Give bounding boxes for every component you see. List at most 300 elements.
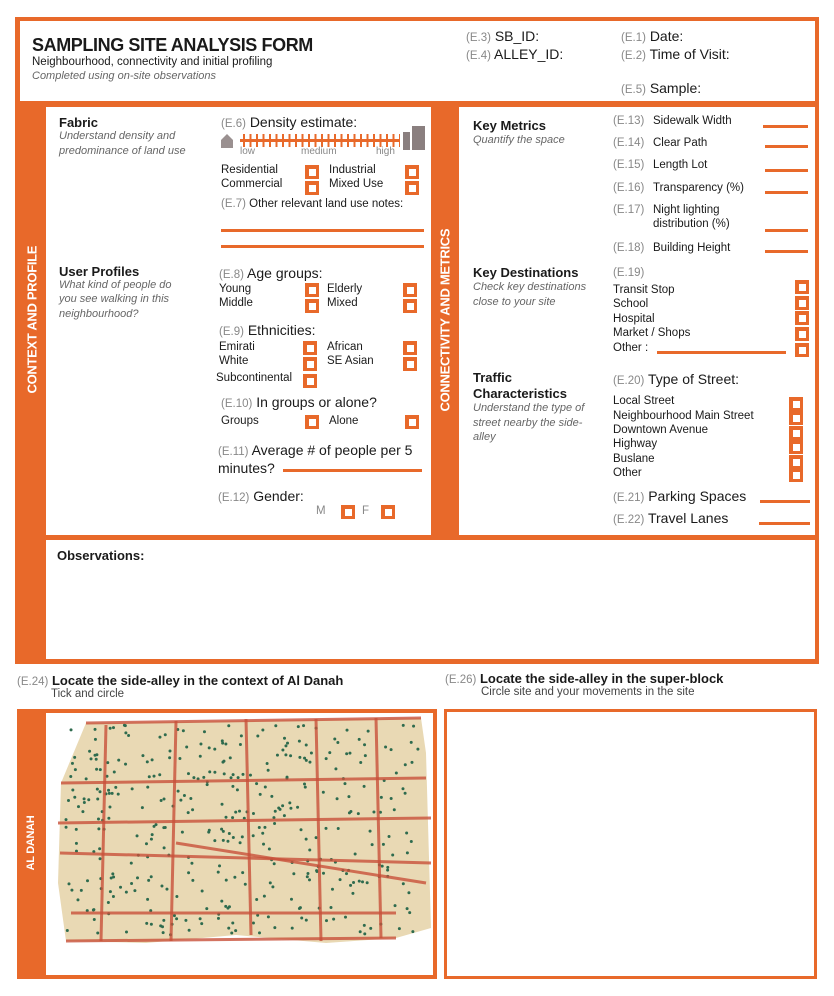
clear-path-label: Clear Path <box>653 137 708 149</box>
tree-mark <box>221 761 224 764</box>
sb-id-field[interactable]: (E.3) SB_ID: <box>466 28 540 44</box>
tree-mark <box>398 927 401 930</box>
tree-mark <box>90 757 93 760</box>
density-high-label: high <box>376 146 395 157</box>
tree-mark <box>283 814 286 817</box>
tree-mark <box>386 869 389 872</box>
tree-mark <box>408 911 411 914</box>
tree-mark <box>388 835 391 838</box>
tree-mark <box>402 724 405 727</box>
tree-mark <box>117 759 120 762</box>
tree-mark <box>259 793 262 796</box>
tree-mark <box>223 772 226 775</box>
residential-label: Residential <box>221 164 278 176</box>
alone-checkbox[interactable] <box>405 415 419 429</box>
tree-mark <box>325 827 328 830</box>
slider-tick <box>341 134 343 147</box>
land-use-notes-line[interactable] <box>221 229 424 232</box>
tree-mark <box>334 767 337 770</box>
tree-mark <box>263 895 266 898</box>
tree-mark <box>369 830 372 833</box>
fabric-title: Fabric <box>59 115 99 130</box>
tree-mark <box>322 791 325 794</box>
house-icon <box>221 134 233 148</box>
key-destinations-desc: close to your site <box>473 296 556 308</box>
tree-mark <box>308 761 311 764</box>
tree-mark <box>346 729 349 732</box>
female-checkbox[interactable] <box>381 505 395 519</box>
tree-mark <box>125 930 128 933</box>
tree-mark <box>240 734 243 737</box>
tree-mark <box>393 808 396 811</box>
tree-mark <box>199 755 202 758</box>
tree-mark <box>221 803 224 806</box>
young-label: Young <box>219 283 252 295</box>
tree-mark <box>336 797 339 800</box>
other-street-label: Other <box>613 467 642 479</box>
tree-mark <box>225 816 228 819</box>
slider-tick <box>360 134 362 147</box>
tree-mark <box>343 782 346 785</box>
tree-mark <box>109 890 112 893</box>
tree-mark <box>113 771 116 774</box>
sidewalk-width-line[interactable] <box>763 125 808 128</box>
highway-checkbox[interactable] <box>789 440 803 454</box>
density-medium-label: medium <box>301 146 337 157</box>
land-use-notes-label: (E.7) Other relevant land use notes: <box>221 198 404 210</box>
tree-mark <box>163 798 166 801</box>
emirati-label: Emirati <box>219 341 255 353</box>
tree-mark <box>74 768 77 771</box>
key-destinations-desc: Check key destinations <box>473 281 587 293</box>
tree-mark <box>217 871 220 874</box>
travel-lanes-line[interactable] <box>759 522 810 525</box>
metric-code: (E.13) <box>613 115 645 127</box>
tree-mark <box>261 729 264 732</box>
traffic-desc: Understand the type of <box>473 402 585 414</box>
tree-mark <box>221 742 224 745</box>
tree-mark <box>305 744 308 747</box>
tree-mark <box>258 931 261 934</box>
tree-mark <box>300 916 303 919</box>
parking-spaces-line[interactable] <box>760 500 810 503</box>
gender-label: (E.12) Gender: <box>218 488 304 504</box>
tree-mark <box>407 891 410 894</box>
user-profiles-desc: What kind of people do <box>59 279 172 291</box>
tree-mark <box>284 753 287 756</box>
school-checkbox[interactable] <box>795 296 809 310</box>
alone-label: Alone <box>329 415 359 427</box>
tree-mark <box>199 917 202 920</box>
young-checkbox[interactable] <box>305 283 319 297</box>
tree-mark <box>107 817 110 820</box>
tree-mark <box>182 729 185 732</box>
tree-mark <box>345 752 348 755</box>
tree-mark <box>83 797 86 800</box>
tree-mark <box>162 826 165 829</box>
tree-mark <box>147 879 150 882</box>
tree-mark <box>77 805 80 808</box>
tree-mark <box>363 932 366 935</box>
al-danah-strip-label: AL DANAH <box>25 815 37 871</box>
tree-mark <box>252 834 255 837</box>
tree-mark <box>352 881 355 884</box>
tree-mark <box>298 907 301 910</box>
street-type-label: (E.20) Type of Street: <box>613 371 740 387</box>
tree-mark <box>296 806 299 809</box>
white-checkbox[interactable] <box>303 357 317 371</box>
tree-mark <box>358 880 361 883</box>
tree-mark <box>231 816 234 819</box>
tree-mark <box>106 761 109 764</box>
tree-mark <box>227 927 230 930</box>
tree-mark <box>164 733 167 736</box>
people-count-label: (E.11) Average # of people per 5 <box>218 442 413 458</box>
se-asian-checkbox[interactable] <box>403 357 417 371</box>
slider-tick <box>282 134 284 147</box>
mixed-use-label: Mixed Use <box>329 178 384 190</box>
tree-mark <box>146 898 149 901</box>
tree-mark <box>241 773 244 776</box>
tree-mark <box>363 743 366 746</box>
market-shops-label: Market / Shops <box>613 327 691 339</box>
tree-mark <box>410 741 413 744</box>
tree-mark <box>231 785 234 788</box>
tree-mark <box>348 811 351 814</box>
hospital-label: Hospital <box>613 313 655 325</box>
fabric-desc: Understand density and <box>59 130 176 142</box>
tree-mark <box>183 794 186 797</box>
tree-mark <box>394 904 397 907</box>
tree-mark <box>151 758 154 761</box>
tree-mark <box>230 776 233 779</box>
tree-mark <box>406 907 409 910</box>
tree-mark <box>256 735 259 738</box>
tree-mark <box>252 922 255 925</box>
tree-mark <box>273 822 276 825</box>
people-count-line[interactable] <box>283 469 422 472</box>
mixed-use-checkbox[interactable] <box>405 181 419 195</box>
residential-checkbox[interactable] <box>305 165 319 179</box>
tree-mark <box>199 742 202 745</box>
groups-question: (E.10) In groups or alone? <box>221 394 377 410</box>
destinations-code: (E.19) <box>613 267 645 279</box>
tree-mark <box>71 762 74 765</box>
tree-mark <box>333 738 336 741</box>
tree-mark <box>97 827 100 830</box>
industrial-checkbox[interactable] <box>405 165 419 179</box>
slider-tick <box>289 134 291 147</box>
key-metrics-desc: Quantify the space <box>473 134 565 146</box>
groups-checkbox[interactable] <box>305 415 319 429</box>
tree-mark <box>109 727 112 730</box>
tree-mark <box>239 743 242 746</box>
tree-mark <box>290 898 293 901</box>
tree-mark <box>191 879 194 882</box>
downtown-avenue-label: Downtown Avenue <box>613 424 709 436</box>
tree-mark <box>124 724 127 727</box>
tree-mark <box>146 760 149 763</box>
key-destinations-title: Key Destinations <box>473 265 579 280</box>
superblock-drawing-area[interactable] <box>444 709 817 979</box>
tree-mark <box>361 880 364 883</box>
tree-mark <box>75 828 78 831</box>
tree-mark <box>298 756 301 759</box>
tree-mark <box>404 792 407 795</box>
tree-mark <box>224 905 227 908</box>
tree-mark <box>153 775 156 778</box>
tree-mark <box>229 756 232 759</box>
tree-mark <box>127 734 130 737</box>
tree-mark <box>213 748 216 751</box>
transparency-line[interactable] <box>765 191 808 194</box>
tree-mark <box>226 840 229 843</box>
alley-id-field[interactable]: (E.4) ALLEY_ID: <box>466 46 564 62</box>
tree-mark <box>136 834 139 837</box>
tree-mark <box>208 770 211 773</box>
tree-mark <box>192 776 195 779</box>
commercial-checkbox[interactable] <box>305 181 319 195</box>
tree-mark <box>108 792 111 795</box>
page-subtitle: Neighbourhood, connectivity and initial profiling <box>32 56 273 68</box>
tree-mark <box>329 906 332 909</box>
time-field[interactable]: (E.2) Time of Visit: <box>621 46 730 62</box>
tree-mark <box>96 932 99 935</box>
tree-mark <box>344 916 347 919</box>
tree-mark <box>67 882 70 885</box>
user-profiles-desc: you see walking in this <box>59 293 170 305</box>
metric-code: (E.18) <box>613 242 645 254</box>
map-section-title: (E.24) Locate the side-alley in the context of Al Danah <box>17 673 344 688</box>
main-street-checkbox[interactable] <box>789 411 803 425</box>
elderly-label: Elderly <box>327 283 363 295</box>
tree-mark <box>173 914 176 917</box>
tree-mark <box>345 872 348 875</box>
tree-mark <box>380 796 383 799</box>
tree-mark <box>336 741 339 744</box>
tree-mark <box>187 772 190 775</box>
tree-mark <box>412 725 415 728</box>
main-street-label: Neighbourhood Main Street <box>613 410 754 422</box>
tree-mark <box>230 932 233 935</box>
slider-tick <box>354 134 356 147</box>
emirati-checkbox[interactable] <box>303 341 317 355</box>
tree-mark <box>112 895 115 898</box>
male-checkbox[interactable] <box>341 505 355 519</box>
tree-mark <box>130 882 133 885</box>
tree-mark <box>86 879 89 882</box>
tree-mark <box>241 835 244 838</box>
tree-mark <box>310 752 313 755</box>
hospital-checkbox[interactable] <box>795 311 809 325</box>
downtown-avenue-checkbox[interactable] <box>789 426 803 440</box>
market-shops-checkbox[interactable] <box>795 327 809 341</box>
ethnicities-label: (E.9) Ethnicities: <box>219 322 316 338</box>
tree-mark <box>359 930 362 933</box>
tree-mark <box>305 759 308 762</box>
female-label: F <box>362 505 370 517</box>
tree-mark <box>276 754 279 757</box>
subcontinental-label: Subcontinental <box>216 372 293 384</box>
transparency-label: Transparency (%) <box>653 182 744 194</box>
tree-mark <box>80 889 83 892</box>
tree-mark <box>93 918 96 921</box>
slider-tick <box>256 134 258 147</box>
tree-mark <box>187 871 190 874</box>
tree-mark <box>208 829 211 832</box>
tree-mark <box>141 754 144 757</box>
tree-mark <box>286 742 289 745</box>
tree-mark <box>112 726 115 729</box>
observations-box[interactable] <box>46 540 815 659</box>
tree-mark <box>87 798 90 801</box>
tree-mark <box>117 793 120 796</box>
industrial-label: Industrial <box>329 164 376 176</box>
al-danah-map[interactable] <box>46 713 433 975</box>
tree-mark <box>111 872 114 875</box>
tree-mark <box>366 881 369 884</box>
traffic-title-2: Characteristics <box>473 386 567 401</box>
subcontinental-checkbox[interactable] <box>303 374 317 388</box>
tree-mark <box>244 883 247 886</box>
night-lighting-label-2: distribution (%) <box>653 218 730 230</box>
tree-mark <box>88 750 91 753</box>
building-height-line[interactable] <box>765 250 808 253</box>
tree-mark <box>71 789 74 792</box>
tree-mark <box>267 915 270 918</box>
tree-mark <box>410 761 413 764</box>
tree-mark <box>255 782 258 785</box>
tree-mark <box>150 875 153 878</box>
transit-stop-checkbox[interactable] <box>795 280 809 294</box>
tree-mark <box>107 901 110 904</box>
traffic-title: Traffic <box>473 370 513 385</box>
slider-tick <box>399 134 400 147</box>
other-street-checkbox[interactable] <box>789 468 803 482</box>
tree-mark <box>367 730 370 733</box>
tree-mark <box>111 792 114 795</box>
tree-mark <box>95 758 98 761</box>
slider-tick <box>347 134 349 147</box>
tree-mark <box>337 827 340 830</box>
tree-mark <box>255 898 258 901</box>
tree-mark <box>70 889 73 892</box>
tree-mark <box>153 825 156 828</box>
tree-mark <box>124 763 127 766</box>
tree-mark <box>410 840 413 843</box>
length-lot-line[interactable] <box>765 169 808 172</box>
user-profiles-desc: neighbourhood? <box>59 308 139 320</box>
key-metrics-title: Key Metrics <box>473 118 546 133</box>
tree-mark <box>150 838 153 841</box>
tree-mark <box>266 762 269 765</box>
tree-mark <box>205 907 208 910</box>
tree-mark <box>133 889 136 892</box>
tree-mark <box>85 777 88 780</box>
local-street-checkbox[interactable] <box>789 397 803 411</box>
middle-checkbox[interactable] <box>305 299 319 313</box>
tree-mark <box>232 773 235 776</box>
tree-mark <box>232 836 235 839</box>
tree-mark <box>125 891 128 894</box>
density-label: (E.6) Density estimate: <box>221 114 358 130</box>
tree-mark <box>303 782 306 785</box>
map-area[interactable] <box>46 713 433 975</box>
buslane-checkbox[interactable] <box>789 455 803 469</box>
buildings-icon <box>403 126 425 155</box>
tree-mark <box>401 787 404 790</box>
commercial-label: Commercial <box>221 178 283 190</box>
tree-mark <box>124 731 127 734</box>
tree-mark <box>315 869 318 872</box>
tree-mark <box>99 768 102 771</box>
tree-mark <box>94 754 97 757</box>
other-destination-line[interactable] <box>657 351 786 354</box>
tree-mark <box>390 748 393 751</box>
sample-field[interactable]: (E.5) Sample: <box>621 80 702 96</box>
land-use-notes-line[interactable] <box>221 245 424 248</box>
male-label: M <box>316 505 326 517</box>
tree-mark <box>66 929 69 932</box>
buslane-label: Buslane <box>613 453 655 465</box>
elderly-checkbox[interactable] <box>403 283 417 297</box>
date-field[interactable]: (E.1) Date: <box>621 28 684 44</box>
tree-mark <box>184 919 187 922</box>
tree-mark <box>165 888 168 891</box>
superblock-sub: Circle site and your movements in the site <box>481 686 695 698</box>
tree-mark <box>348 752 351 755</box>
tree-mark <box>227 724 230 727</box>
tree-mark <box>306 872 309 875</box>
tree-mark <box>158 736 161 739</box>
mixed-age-label: Mixed <box>327 297 358 309</box>
mixed-age-checkbox[interactable] <box>403 299 417 313</box>
tree-mark <box>201 890 204 893</box>
african-checkbox[interactable] <box>403 341 417 355</box>
tree-mark <box>141 806 144 809</box>
tree-mark <box>169 749 172 752</box>
tree-mark <box>339 878 342 881</box>
clear-path-line[interactable] <box>765 145 808 148</box>
tree-mark <box>267 769 270 772</box>
school-label: School <box>613 298 649 310</box>
tree-mark <box>234 811 237 814</box>
tree-mark <box>187 811 190 814</box>
tree-mark <box>65 818 68 821</box>
tree-mark <box>96 798 99 801</box>
tree-mark <box>386 866 389 869</box>
tree-mark <box>150 923 153 926</box>
tree-mark <box>67 799 70 802</box>
tree-mark <box>178 757 181 760</box>
connectivity-strip-label: CONNECTIVITY AND METRICS <box>437 228 453 412</box>
night-lighting-line[interactable] <box>765 229 808 232</box>
groups-label: Groups <box>221 415 259 427</box>
tree-mark <box>270 795 273 798</box>
tree-mark <box>404 763 407 766</box>
tree-mark <box>158 773 161 776</box>
tree-mark <box>96 788 99 791</box>
metric-code: (E.17) <box>613 204 645 216</box>
tree-mark <box>228 832 231 835</box>
tree-mark <box>308 848 311 851</box>
other-destination-checkbox[interactable] <box>795 343 809 357</box>
tree-mark <box>114 786 117 789</box>
tree-mark <box>217 917 220 920</box>
tree-mark <box>231 922 234 925</box>
tree-mark <box>233 876 236 879</box>
tree-mark <box>292 872 295 875</box>
